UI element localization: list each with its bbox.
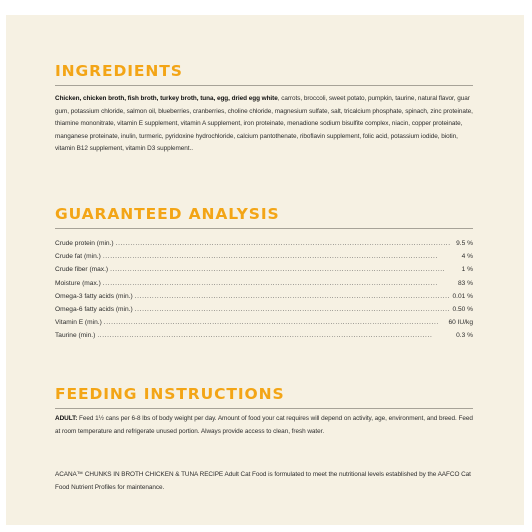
analysis-row [55, 293, 473, 305]
feeding-instructions-divider [55, 408, 473, 409]
analysis-label: Crude fiber (max.) [55, 266, 109, 274]
analysis-label: Moisture (max.) [55, 279, 101, 287]
feeding-instructions-heading: FEEDING INSTRUCTIONS [55, 385, 285, 403]
feeding-adult-text: Feed 1½ cans per 6-8 lbs of body weight per day. Amount of food your cat requires will depend on activity, age, environment, and breed. Feed at room temperature and refrigerate unused portion. Always provide access to clean, fresh water. [55, 415, 473, 435]
analysis-label: Crude protein (min.) [55, 240, 114, 247]
analysis-row [55, 319, 473, 331]
analysis-label: Omega-6 fatty acids (min.) [55, 306, 133, 313]
analysis-value: 0.50 % [452, 306, 473, 313]
dot-leader [135, 293, 451, 300]
analysis-row [55, 306, 473, 318]
dot-leader [135, 306, 451, 313]
analysis-value: 1 % [461, 266, 473, 274]
analysis-row [55, 266, 473, 278]
ingredients-regular-text: , carrots, broccoli, sweet potato, pumpkin, taurine, natural flavor, guar gum, potassium chloride, salmon oil, blueberries, cranberries, choline chloride, magnesium sulfate, salt, tricalcium phosphate, spinach, zinc proteinate, thiamine mononitrate, vitamin E supplement, vitamin A supplement, iron proteinate, menadione sodium bisulfite complex, niacin, copper proteinate, manganese proteinate, inulin, turmeric, pyridoxine hydrochloride, calcium pantothenate, riboflavin supplement, folic acid, potassium iodide, biotin, vitamin B12 supplement, vitamin D3 supplement.. [55, 95, 473, 152]
dot-leader [116, 240, 454, 247]
aafco-statement: ACANA™ CHUNKS IN BROTH CHICKEN & TUNA RECIPE Adult Cat Food is formulated to meet the nutritional levels established by the AAFCO Cat Food Nutrient Profiles for maintenance. [55, 471, 471, 491]
analysis-row [55, 280, 473, 292]
dot-leader [103, 280, 456, 287]
guaranteed-analysis-heading: GUARANTEED ANALYSIS [55, 205, 280, 223]
ingredients-list [55, 93, 473, 156]
analysis-value: 0.01 % [452, 292, 473, 300]
feeding-adult-label: ADULT: [55, 415, 78, 422]
analysis-label: Omega-3 fatty acids (min.) [55, 292, 133, 300]
dot-leader [104, 319, 447, 326]
analysis-value: 9.5 % [456, 240, 473, 247]
feeding-adult-paragraph [55, 413, 473, 438]
analysis-row [55, 253, 473, 265]
analysis-label: Taurine (min.) [55, 332, 96, 340]
analysis-value: 83 % [457, 279, 473, 287]
analysis-label: Crude fat (min.) [55, 253, 101, 261]
analysis-row [55, 240, 473, 252]
analysis-row [55, 332, 473, 344]
ingredients-heading: INGREDIENTS [55, 62, 183, 80]
guaranteed-analysis-divider [55, 228, 473, 229]
analysis-value: 0.3 % [456, 332, 473, 340]
analysis-label: Vitamin E (min.) [55, 319, 102, 327]
ingredients-bold-text: Chicken, chicken broth, fish broth, turkey broth, tuna, egg, dried egg white [55, 95, 278, 102]
dot-leader [97, 332, 454, 339]
dot-leader [103, 253, 460, 260]
dot-leader [110, 266, 459, 273]
ingredients-divider [55, 85, 473, 86]
analysis-value: 4 % [461, 253, 473, 261]
analysis-value: 60 IU/kg [448, 319, 473, 327]
